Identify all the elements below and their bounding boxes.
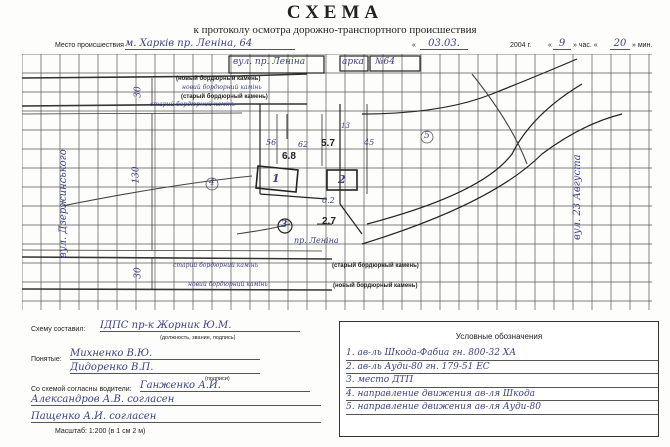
- legend-title: Условные обозначения: [455, 332, 543, 341]
- curb-old-bottom: (старый бордюрный камень): [332, 263, 419, 269]
- minute-value: 20: [610, 38, 630, 50]
- hour-value: 9: [553, 38, 571, 50]
- car-1-label: 1: [272, 172, 280, 185]
- house-number: №64: [375, 57, 395, 67]
- scale-note: Масштаб: 1:200 (в 1 см 2 м): [55, 428, 146, 435]
- dim-45: 45: [364, 138, 375, 147]
- left-street-label: вул. Дзержинського: [58, 149, 69, 258]
- dim-5-7: 5.7: [321, 138, 335, 149]
- composed-hint: (должность, звание, подпись): [160, 335, 236, 341]
- direction-mark-5: 5: [424, 131, 430, 141]
- hour-suffix: » час. «: [573, 42, 598, 49]
- dim-13: 13: [341, 122, 350, 130]
- hand-curb-old-top: старий бордюрний камінь: [150, 101, 236, 108]
- dim-62: 62: [298, 140, 309, 149]
- driver-2: Александров А.В. согласен: [31, 394, 321, 406]
- accident-place-mark: 3: [281, 220, 288, 230]
- minute-suffix: » мин.: [632, 42, 653, 49]
- car-2-label: 2: [338, 173, 346, 186]
- dim-56: 56: [266, 138, 277, 147]
- legend-item: 5. направление движения ав-ля Ауди-80: [346, 401, 658, 415]
- legend-item: 2. ав-ль Ауди-80 гн. 179-51 ЕС: [346, 361, 658, 375]
- witnesses-label: Понятые:: [31, 356, 62, 363]
- date-value: 03.03.: [420, 38, 468, 50]
- dim-2-7: 2.7: [322, 216, 336, 227]
- scheme-grid: [22, 54, 652, 310]
- bottom-street-label: пр. Леніна: [294, 236, 339, 245]
- curb-new-top: (новый бордюрный камень): [176, 76, 261, 82]
- curb-new-bottom: (новый бордюрный камень): [333, 283, 418, 289]
- dim-30-bottom: 30: [133, 267, 144, 279]
- dim-130: 130: [131, 166, 142, 184]
- direction-mark-4: 4: [209, 178, 215, 188]
- right-street-label: вул. 23 Августа: [572, 154, 583, 240]
- driver-1: Ганженко А.И.: [140, 380, 310, 392]
- legend-item: 4. направление движения ав-ля Шкода: [346, 388, 658, 402]
- composed-label: Схему составил:: [31, 326, 86, 333]
- date-open: «: [412, 42, 416, 49]
- curb-old-top: (старый бордюрный камень): [181, 94, 268, 100]
- scheme-title: СХЕМА: [286, 2, 384, 23]
- hand-curb-old-bottom: старий бордюрний камінь: [173, 262, 259, 269]
- legend-item: 3. место ДТП: [346, 374, 658, 388]
- year-value: 2004 г.: [510, 42, 532, 49]
- legend-box: [339, 321, 659, 437]
- dim-6-8: 6.8: [282, 151, 296, 162]
- witness-1: Михненко В.Ю.: [70, 348, 260, 360]
- witness-hint: (подписи): [205, 376, 230, 382]
- top-street-label: вул. пр. Леніна: [233, 57, 306, 67]
- hand-curb-new-bottom: новий бордюрний камінь: [188, 281, 268, 288]
- scheme-subtitle: к протоколу осмотра дорожно-транспортного происшествия: [193, 24, 477, 36]
- dim-0-2: 0.2: [322, 196, 335, 205]
- place-label: Место происшествия: [55, 42, 124, 49]
- dim-30-top: 30: [133, 86, 144, 98]
- drivers-label: Со схемой согласны водители:: [31, 386, 132, 393]
- arch-label: арка: [342, 57, 364, 67]
- legend-item: 1. ав-ль Шкода-Фабиа гн. 800-32 ХА: [346, 347, 658, 361]
- place-value: м. Харків пр. Леніна, 64: [125, 38, 295, 50]
- composed-value: ІДПС пр-к Жорник Ю.М.: [100, 320, 300, 332]
- driver-3: Пащенко А.И. согласен: [31, 411, 321, 423]
- hand-curb-new-top: новий бордюрний камінь: [182, 84, 262, 91]
- witness-2: Дидоренко В.П.: [70, 362, 260, 374]
- hour-open: «: [548, 42, 552, 49]
